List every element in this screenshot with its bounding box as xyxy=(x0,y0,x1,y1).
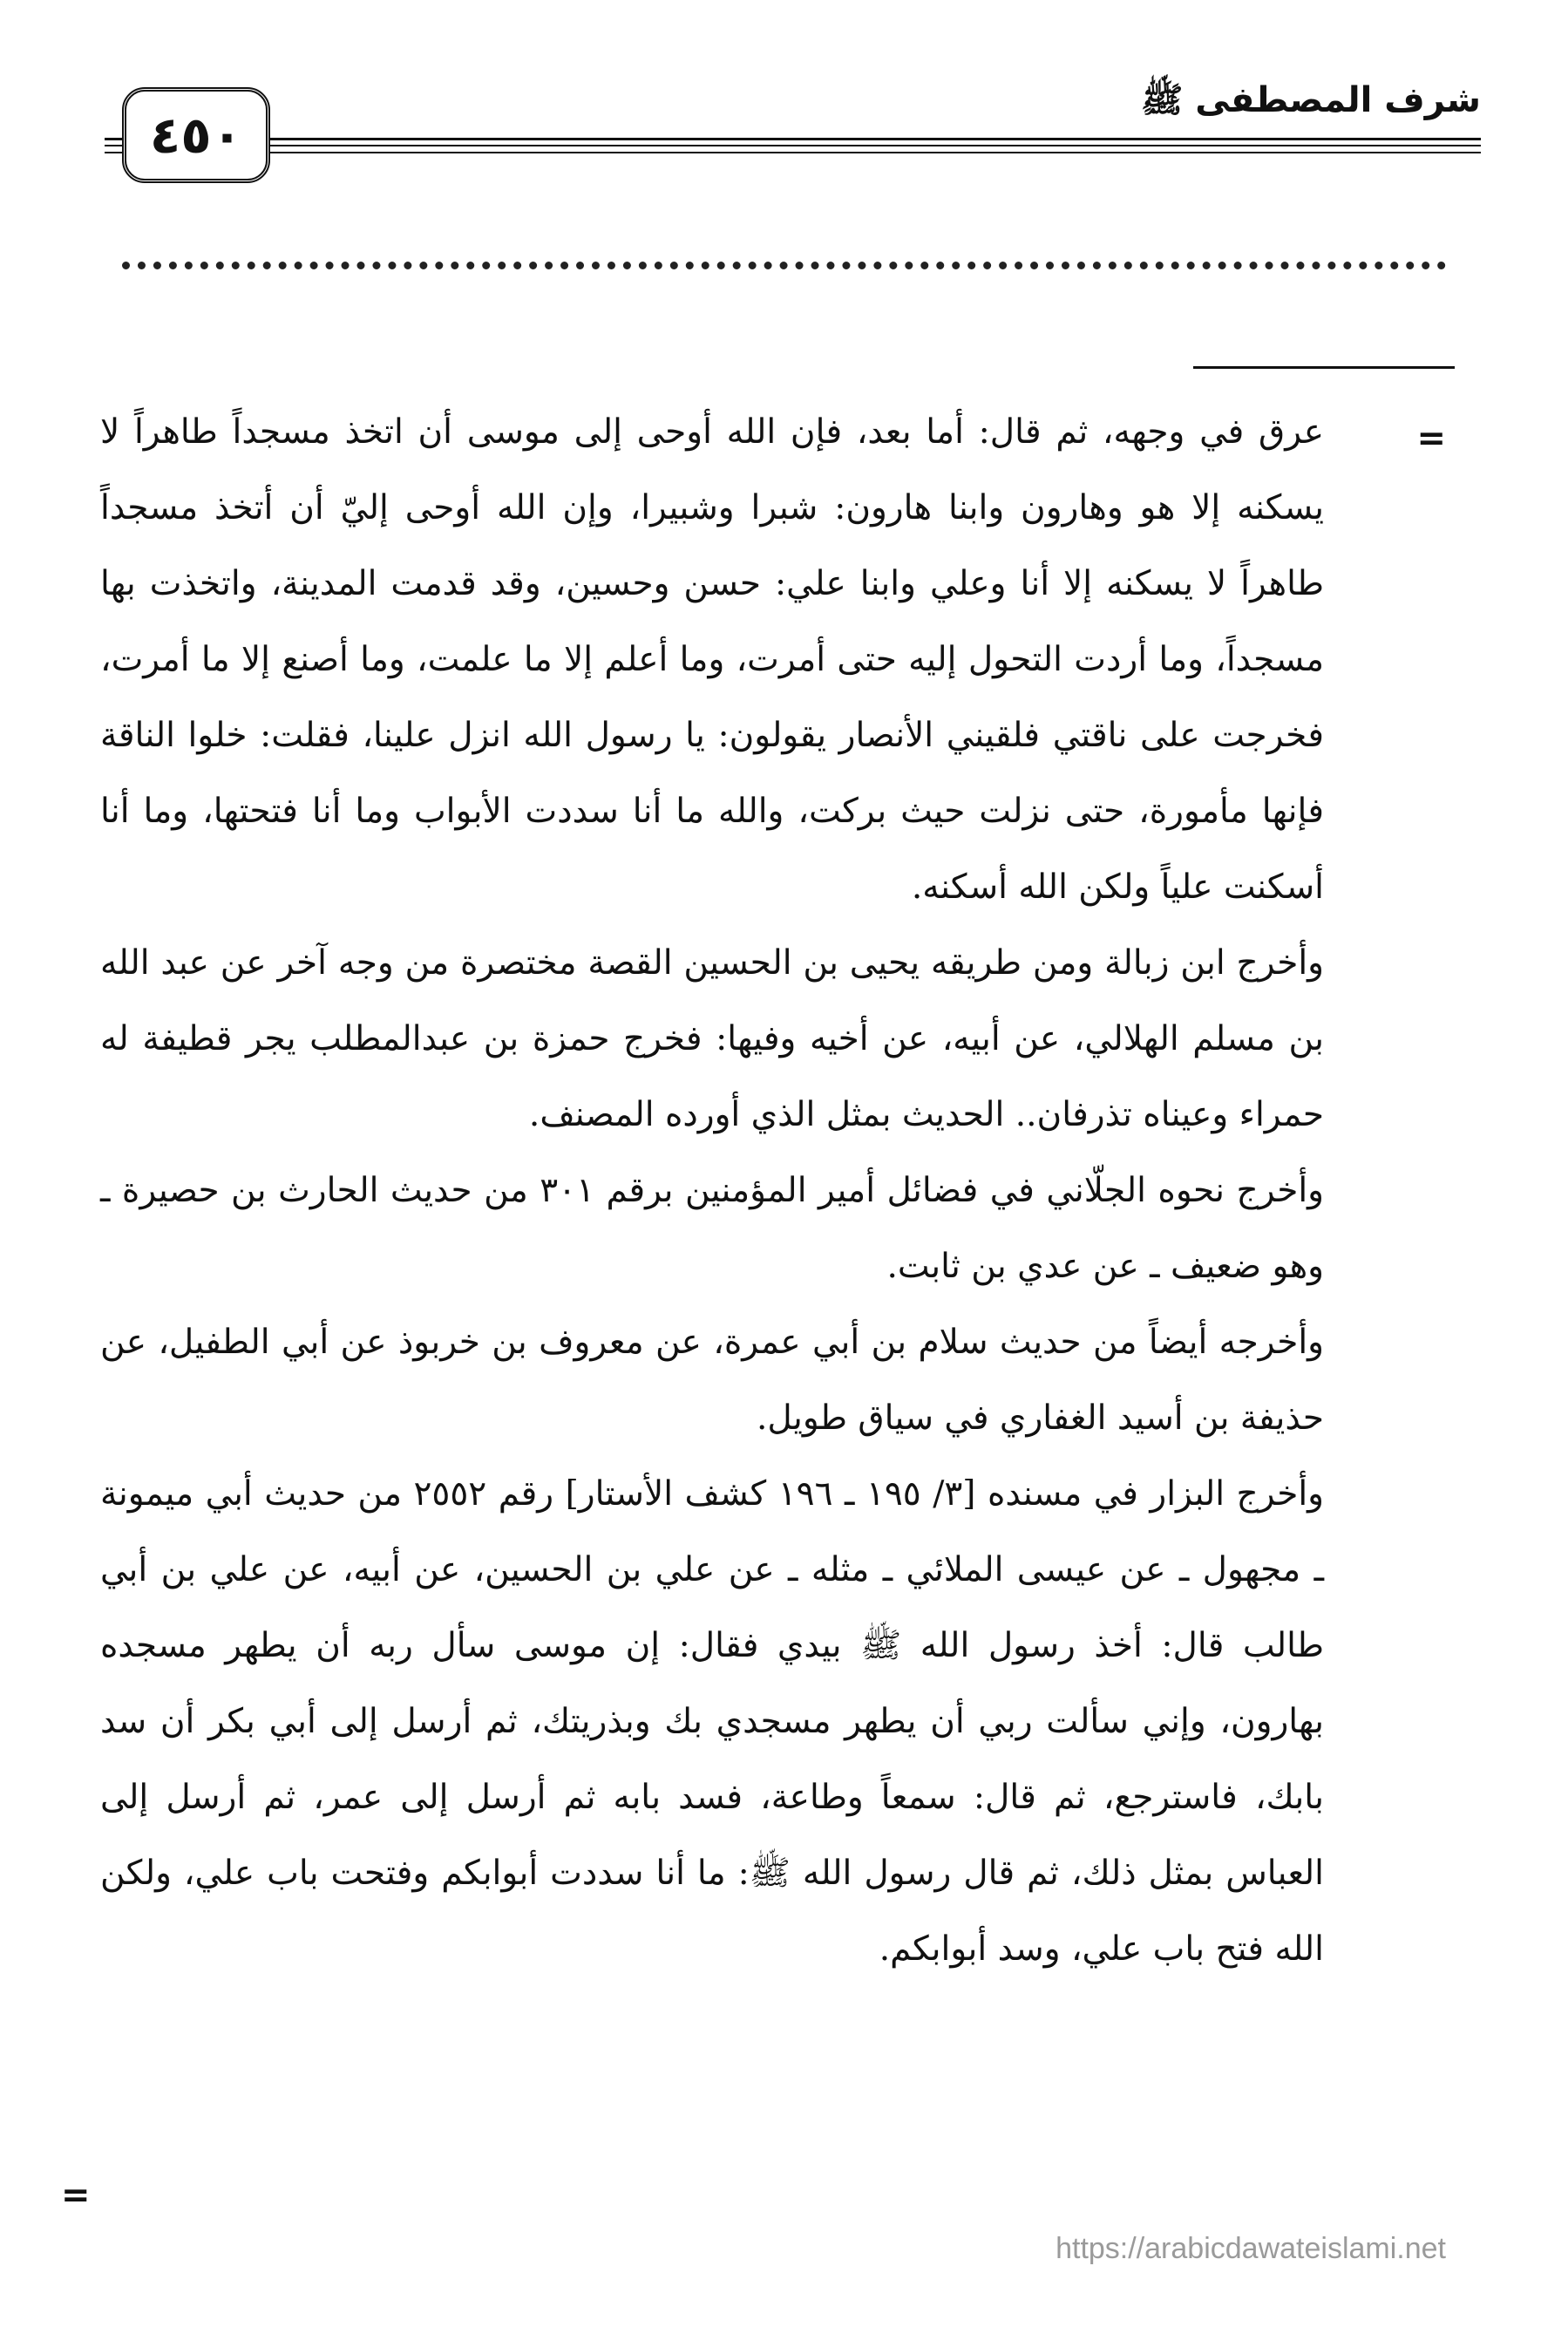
paragraph: عرق في وجهه، ثم قال: أما بعد، فإن الله أوحى إلى موسى أن اتخذ مسجداً طاهراً لا يسكنه إلا هو وهارون وابنا هارون: شبرا وشبيرا، وإن الله أوحى إليّ أن أتخذ مسجداً طاهراً لا يسكنه إلا أنا وعلي وابنا علي: حسن وحسين، وقد قدمت المدينة، واتخذت بها مسجداً، وما أردت التحول إليه حتى أمرت، وما أعلم إلا ما علمت، وما أصنع إلا ما أمرت، فخرجت على ناقتي فلقيني الأنصار يقولون: يا رسول الله انزل علينا، فقلت: خلوا الناقة فإنها مأمورة، حتى نزلت حيث بركت، والله ما أنا سددت الأبواب وما أنا فتحتها، وما أنا أسكنت علياً ولكن الله أسكنه. xyxy=(100,412,1324,907)
footnote-rule xyxy=(1193,366,1455,369)
paragraph: وأخرج البزار في مسنده [٣/ ١٩٥ ـ ١٩٦ كشف الأستار] رقم ٢٥٥٢ من حديث أبي ميمونة ـ مجهول ـ عن عيسى الملائي ـ مثله ـ عن علي بن الحسين، عن أبيه، عن علي بن أبي طالب قال: أخذ رسول الله ﷺ بيدي فقال: إن موسى سأل ربه أن يطهر مسجده بهارون، وإني سألت ربي أن يطهر مسجدي بك وبذريتك، ثم أرسل إلى أبي بكر أن سد بابك، فاسترجع، ثم قال: سمعاً وطاعة، فسد بابه ثم أرسل إلى عمر، ثم أرسل إلى العباس بمثل ذلك، ثم قال رسول الله ﷺ: ما أنا سددت أبوابكم وفتحت باب علي، ولكن الله فتح باب علي، وسد أبوابكم. xyxy=(100,1474,1325,1969)
page-number: ٤٥٠ xyxy=(122,87,270,183)
continuation-mark-top: = xyxy=(1416,418,1446,459)
dotted-separator xyxy=(122,262,1446,269)
continuation-mark-bottom: = xyxy=(61,2175,91,2215)
header-rule xyxy=(105,152,1481,153)
paragraph: وأخرجه أيضاً من حديث سلام بن أبي عمرة، عن معروف بن خربوذ عن أبي الطفيل، عن حذيفة بن أسيد الغفاري في سياق طويل. xyxy=(100,1323,1324,1438)
header-rule xyxy=(105,145,1481,146)
page-header xyxy=(105,70,1481,183)
paragraph: وأخرج ابن زبالة ومن طريقه يحيى بن الحسين القصة مختصرة من وجه آخر عن عبد الله بن مسلم الهلالي، عن أبيه، عن أخيه وفيها: فخرج حمزة بن عبدالمطلب يجر قطيفة له حمراء وعيناه تذرفان.. الحديث بمثل الذي أورده المصنف. xyxy=(100,943,1325,1134)
header-rule xyxy=(105,138,1481,140)
paragraph: وأخرج نحوه الجلّاني في فضائل أمير المؤمنين برقم ٣٠١ من حديث الحارث بن حصيرة ـ وهو ضعيف ـ عن عدي بن ثابت. xyxy=(100,1171,1324,1286)
footnote-body xyxy=(100,394,1324,1987)
book-title: شرف المصطفى ﷺ xyxy=(1140,80,1481,120)
watermark-url: https://arabicdawateislami.net xyxy=(1056,2232,1446,2265)
